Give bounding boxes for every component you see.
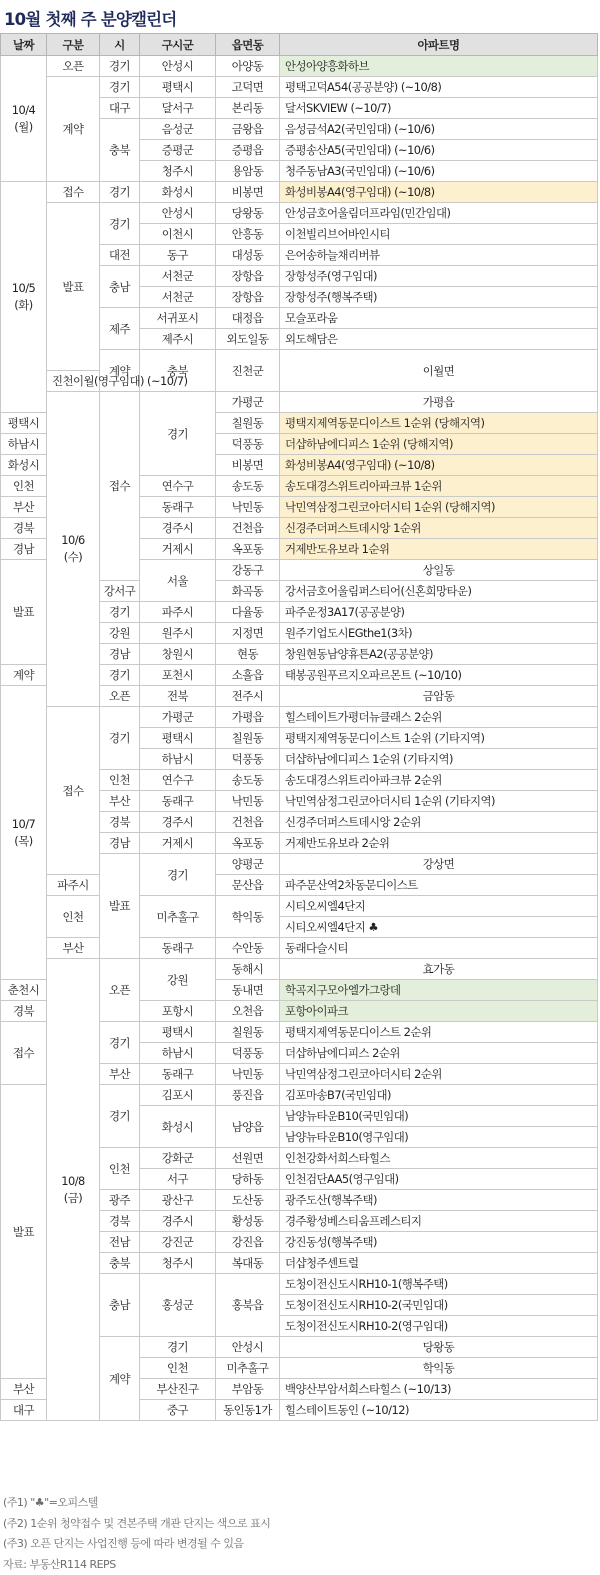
table-cell: 동구 xyxy=(140,245,216,266)
table-cell: 미추홀구 xyxy=(216,1358,280,1379)
apartment-name-cell: 거제반도유보라 1순위 xyxy=(280,539,598,560)
table-cell: 부산 xyxy=(1,1379,47,1400)
apartment-name-cell: 강진동성(행복주택) xyxy=(280,1232,598,1253)
table-cell: 당왕동 xyxy=(216,203,280,224)
table-cell: 경주시 xyxy=(140,518,216,539)
header-city: 구시군 xyxy=(140,34,216,56)
table-cell: 충남 xyxy=(100,1274,140,1337)
table-cell: 거제시 xyxy=(140,539,216,560)
table-cell: 고덕면 xyxy=(216,77,280,98)
table-cell: 낙민동 xyxy=(216,1064,280,1085)
table-cell: 가평군 xyxy=(216,392,280,413)
apartment-name-cell: 광주도산(행복주택) xyxy=(280,1190,598,1211)
table-cell: 인천 xyxy=(100,770,140,791)
table-cell: 경기 xyxy=(100,203,140,245)
apartment-name-cell: 창원현동남양휴튼A2(공공분양) xyxy=(280,644,598,665)
table-cell: 전주시 xyxy=(216,686,280,707)
table-cell: 덕풍동 xyxy=(216,1043,280,1064)
apartment-name-cell: 장항성주(영구임대) xyxy=(280,266,598,287)
table-cell: 강진군 xyxy=(140,1232,216,1253)
table-cell: 인천 xyxy=(140,1358,216,1379)
apartment-name-cell: 낙민역삼정그린코아더시티 1순위 (기타지역) xyxy=(280,791,598,812)
table-cell: 금왕읍 xyxy=(216,119,280,140)
table-cell: 안성시 xyxy=(140,56,216,77)
footnote-2: (주2) 1순위 청약접수 및 견본주택 개관 단지는 색으로 표시 xyxy=(3,1514,270,1535)
table-cell: 계약 xyxy=(47,77,100,182)
table-cell: 접수 xyxy=(47,182,100,203)
table-header-row xyxy=(1,34,598,56)
table-cell: 경기 xyxy=(100,182,140,203)
table-cell: 경기 xyxy=(100,1085,140,1148)
table-cell: 화성시 xyxy=(140,1106,216,1148)
table-row xyxy=(1,896,598,917)
table-cell: 경주시 xyxy=(140,812,216,833)
table-cell: 인천 xyxy=(100,1148,140,1190)
table-row xyxy=(1,959,598,980)
table-cell: 동래구 xyxy=(140,497,216,518)
apartment-name-cell: 인천검단AA5(영구임대) xyxy=(280,1169,598,1190)
table-cell: 서구 xyxy=(140,1169,216,1190)
apartment-name-cell: 남양뉴타운B10(국민임대) xyxy=(280,1106,598,1127)
table-cell: 경기 xyxy=(100,707,140,770)
subscription-calendar-table xyxy=(0,33,598,1421)
table-cell: 경북 xyxy=(100,812,140,833)
date-cell: 10/5 (화) xyxy=(1,182,47,413)
table-cell: 소흘읍 xyxy=(216,665,280,686)
table-cell: 충북 xyxy=(140,350,216,392)
table-cell: 옥포동 xyxy=(216,539,280,560)
table-cell: 충북 xyxy=(100,119,140,182)
table-cell: 대구 xyxy=(1,1400,47,1421)
apartment-name-cell: 외도해담은 xyxy=(280,329,598,350)
table-cell: 동해시 xyxy=(216,959,280,980)
table-cell: 동내면 xyxy=(216,980,280,1001)
table-cell: 부산 xyxy=(47,938,100,959)
header-type: 구분 xyxy=(47,34,100,56)
table-cell: 충남 xyxy=(100,266,140,308)
table-cell: 대정읍 xyxy=(216,308,280,329)
table-cell: 홍북읍 xyxy=(216,1274,280,1337)
table-cell: 달서구 xyxy=(140,98,216,119)
table-cell: 황성동 xyxy=(216,1211,280,1232)
table-cell: 발표 xyxy=(47,203,100,371)
table-cell: 거제시 xyxy=(140,833,216,854)
table-row xyxy=(1,875,598,896)
table-cell: 건천읍 xyxy=(216,518,280,539)
apartment-name-cell: 안성금호어울림더프라임(민간임대) xyxy=(280,203,598,224)
table-cell: 다율동 xyxy=(216,602,280,623)
apartment-name-cell: 포항아이파크 xyxy=(280,1001,598,1022)
table-cell: 경남 xyxy=(100,833,140,854)
table-cell: 하남시 xyxy=(140,749,216,770)
date-cell: 10/7 (목) xyxy=(1,686,47,980)
table-cell: 계약 xyxy=(1,665,47,686)
table-cell: 포항시 xyxy=(140,1001,216,1022)
table-cell: 미추홀구 xyxy=(140,896,216,938)
table-cell: 강서구 xyxy=(100,581,140,602)
table-cell: 선원면 xyxy=(216,1148,280,1169)
table-cell: 장항읍 xyxy=(216,287,280,308)
apartment-name-cell: 더샵청주센트럴 xyxy=(280,1253,598,1274)
apartment-name-cell: 더샵하남에디피스 1순위 (당해지역) xyxy=(280,434,598,455)
table-cell: 충북 xyxy=(100,1253,140,1274)
table-cell: 낙민동 xyxy=(216,497,280,518)
table-cell: 음성군 xyxy=(140,119,216,140)
table-cell: 복대동 xyxy=(216,1253,280,1274)
source-note: 자료: 부동산R114 REPS xyxy=(3,1555,270,1575)
table-row xyxy=(1,938,598,959)
apartment-name-cell: 강서금호어울림퍼스티어(신혼희망타운) xyxy=(280,581,598,602)
apartment-name-cell: 평택지제역동문디이스트 2순위 xyxy=(280,1022,598,1043)
table-cell: 증평군 xyxy=(140,140,216,161)
date-cell: 10/8 (금) xyxy=(47,959,100,1421)
table-cell: 경북 xyxy=(100,1211,140,1232)
table-cell: 서귀포시 xyxy=(140,308,216,329)
table-cell: 화성시 xyxy=(1,455,47,476)
date-cell: 10/4 (월) xyxy=(1,56,47,182)
header-town: 읍면동 xyxy=(216,34,280,56)
apartment-name-cell: 백양산부암서희스타힐스 (~10/13) xyxy=(280,1379,598,1400)
table-cell: 현동 xyxy=(216,644,280,665)
table-cell: 칠원동 xyxy=(216,1022,280,1043)
table-cell: 문산읍 xyxy=(216,875,280,896)
apartment-name-cell: 모슬포라움 xyxy=(280,308,598,329)
table-cell: 부산 xyxy=(1,497,47,518)
table-cell: 연수구 xyxy=(140,476,216,497)
table-cell: 풍진읍 xyxy=(216,1085,280,1106)
table-cell: 서울 xyxy=(140,560,216,602)
footnote-3: (주3) 오픈 단지는 사업진행 등에 따라 변경될 수 있음 xyxy=(3,1534,270,1555)
table-cell: 경주시 xyxy=(140,1211,216,1232)
table-cell: 동래구 xyxy=(140,791,216,812)
table-cell: 접수 xyxy=(1,1022,47,1085)
apartment-name-cell: 김포마송B7(국민임대) xyxy=(280,1085,598,1106)
table-cell: 발표 xyxy=(1,560,47,665)
table-cell: 낙민동 xyxy=(216,791,280,812)
table-cell: 경북 xyxy=(1,1001,47,1022)
apartment-name-cell: 거제반도유보라 2순위 xyxy=(280,833,598,854)
table-cell: 파주시 xyxy=(140,602,216,623)
footnote-1: (주1) "♣"=오피스텔 xyxy=(3,1493,270,1514)
apartment-name-cell: 은어송하늘채리버뷰 xyxy=(280,245,598,266)
table-row xyxy=(1,392,598,413)
table-cell: 수안동 xyxy=(216,938,280,959)
table-cell: 도산동 xyxy=(216,1190,280,1211)
apartment-name-cell: 시티오씨엘4단지 xyxy=(280,896,598,917)
table-cell: 화성시 xyxy=(140,182,216,203)
table-cell: 경기 xyxy=(140,392,216,476)
table-cell: 접수 xyxy=(47,707,100,875)
table-cell: 경기 xyxy=(100,77,140,98)
apartment-name-cell: 힐스테이트가평더뉴클래스 2순위 xyxy=(280,707,598,728)
table-cell: 강원 xyxy=(140,959,216,1001)
table-cell: 서천군 xyxy=(140,287,216,308)
table-cell: 광산구 xyxy=(140,1190,216,1211)
table-cell: 경남 xyxy=(1,539,47,560)
table-cell: 청주시 xyxy=(140,1253,216,1274)
table-cell: 남양읍 xyxy=(216,1106,280,1148)
table-cell: 당왕동 xyxy=(280,1337,598,1358)
table-cell: 하남시 xyxy=(1,434,47,455)
apartment-name-cell: 이천빌리브어바인시티 xyxy=(280,224,598,245)
header-apartment: 아파트명 xyxy=(280,34,598,56)
table-cell: 부산 xyxy=(100,791,140,812)
apartment-name-cell: 동래다슬시티 xyxy=(280,938,598,959)
table-cell: 칠원동 xyxy=(216,413,280,434)
table-cell: 평택시 xyxy=(140,728,216,749)
apartment-name-cell: 평택지제역동문디이스트 1순위 (기타지역) xyxy=(280,728,598,749)
table-cell: 진천군 xyxy=(216,350,280,392)
apartment-name-cell: 화성비봉A4(영구임대) (~10/8) xyxy=(280,182,598,203)
table-cell: 송도동 xyxy=(216,476,280,497)
table-cell: 옥포동 xyxy=(216,833,280,854)
apartment-name-cell: 증평송산A5(국민임대) (~10/6) xyxy=(280,140,598,161)
apartment-name-cell: 학곡지구모아엘가그랑데 xyxy=(280,980,598,1001)
table-cell: 계약 xyxy=(100,350,140,392)
table-cell: 가평읍 xyxy=(216,707,280,728)
table-cell: 경기 xyxy=(140,854,216,896)
table-cell: 덕풍동 xyxy=(216,434,280,455)
table-cell: 경북 xyxy=(1,518,47,539)
table-cell: 대전 xyxy=(100,245,140,266)
table-cell: 증평읍 xyxy=(216,140,280,161)
table-cell: 금암동 xyxy=(280,686,598,707)
table-cell: 발표 xyxy=(1,1085,47,1379)
table-cell: 아양동 xyxy=(216,56,280,77)
apartment-name-cell: 송도대경스위트리아파크뷰 1순위 xyxy=(280,476,598,497)
table-cell: 전남 xyxy=(100,1232,140,1253)
table-cell: 동인동1가 xyxy=(216,1400,280,1421)
table-cell: 연수구 xyxy=(140,770,216,791)
table-cell: 강상면 xyxy=(280,854,598,875)
table-cell: 효가동 xyxy=(280,959,598,980)
table-cell: 제주시 xyxy=(140,329,216,350)
apartment-name-cell: 진천이월(영구임대) (~10/7) xyxy=(47,371,100,392)
header-province: 시 xyxy=(100,34,140,56)
table-cell: 강원 xyxy=(100,623,140,644)
apartment-name-cell: 도청이전신도시RH10-2(영구임대) xyxy=(280,1316,598,1337)
table-cell: 강동구 xyxy=(216,560,280,581)
table-cell: 오픈 xyxy=(100,686,140,707)
apartment-name-cell: 시티오씨엘4단지 ♣ xyxy=(280,917,598,938)
table-cell: 외도일동 xyxy=(216,329,280,350)
table-cell: 이천시 xyxy=(140,224,216,245)
table-row xyxy=(1,203,598,224)
table-row xyxy=(1,182,598,203)
table-cell: 오픈 xyxy=(47,56,100,77)
table-cell: 서천군 xyxy=(140,266,216,287)
apartment-name-cell: 청주동남A3(국민임대) (~10/6) xyxy=(280,161,598,182)
table-cell: 장항읍 xyxy=(216,266,280,287)
table-cell: 동래구 xyxy=(140,1064,216,1085)
apartment-name-cell: 신경주더퍼스트데시앙 1순위 xyxy=(280,518,598,539)
date-cell: 10/6 (수) xyxy=(47,392,100,707)
table-cell: 평택시 xyxy=(140,1022,216,1043)
page-title: 10월 첫째 주 분양캘린더 xyxy=(4,6,176,30)
table-cell: 접수 xyxy=(100,392,140,581)
table-cell: 부산진구 xyxy=(140,1379,216,1400)
table-cell: 부산 xyxy=(100,1064,140,1085)
table-cell: 전북 xyxy=(140,686,216,707)
apartment-name-cell: 인천강화서희스타힐스 xyxy=(280,1148,598,1169)
apartment-name-cell: 더샵하남에디피스 2순위 xyxy=(280,1043,598,1064)
apartment-name-cell: 도청이전신도시RH10-2(국민임대) xyxy=(280,1295,598,1316)
table-cell: 평택시 xyxy=(1,413,47,434)
table-cell: 제주 xyxy=(100,308,140,350)
table-cell: 평택시 xyxy=(140,77,216,98)
table-cell: 하남시 xyxy=(140,1043,216,1064)
table-cell: 인천 xyxy=(47,896,100,938)
apartment-name-cell: 낙민역삼정그린코아더시티 2순위 xyxy=(280,1064,598,1085)
apartment-name-cell: 안성아양흥화하브 xyxy=(280,56,598,77)
table-cell: 파주시 xyxy=(47,875,100,896)
table-cell: 안성시 xyxy=(140,203,216,224)
apartment-name-cell: 음성금석A2(국민임대) (~10/6) xyxy=(280,119,598,140)
table-cell: 부암동 xyxy=(216,1379,280,1400)
table-cell: 이월면 xyxy=(280,350,598,392)
table-cell: 경기 xyxy=(100,665,140,686)
table-cell: 안흥동 xyxy=(216,224,280,245)
table-cell: 가평읍 xyxy=(280,392,598,413)
apartment-name-cell: 힐스테이트동인 (~10/12) xyxy=(280,1400,598,1421)
table-cell: 학익동 xyxy=(280,1358,598,1379)
apartment-name-cell: 남양뉴타운B10(영구임대) xyxy=(280,1127,598,1148)
footnotes xyxy=(3,1493,270,1575)
table-row xyxy=(1,707,598,728)
apartment-name-cell: 송도대경스위트리아파크뷰 2순위 xyxy=(280,770,598,791)
apartment-name-cell: 신경주더퍼스트데시앙 2순위 xyxy=(280,812,598,833)
apartment-name-cell: 달서SKVIEW (~10/7) xyxy=(280,98,598,119)
apartment-name-cell: 평택지제역동문디이스트 1순위 (당해지역) xyxy=(280,413,598,434)
table-cell: 대성동 xyxy=(216,245,280,266)
apartment-name-cell: 장항성주(행복주택) xyxy=(280,287,598,308)
table-cell: 화곡동 xyxy=(216,581,280,602)
table-cell: 송도동 xyxy=(216,770,280,791)
table-cell: 창원시 xyxy=(140,644,216,665)
apartment-name-cell: 평택고덕A54(공공분양) (~10/8) xyxy=(280,77,598,98)
table-cell: 인천 xyxy=(1,476,47,497)
table-cell: 계약 xyxy=(100,1337,140,1421)
table-cell: 안성시 xyxy=(216,1337,280,1358)
table-cell: 대구 xyxy=(100,98,140,119)
table-cell: 강화군 xyxy=(140,1148,216,1169)
table-cell: 경기 xyxy=(100,1022,140,1064)
apartment-name-cell: 화성비봉A4(영구임대) (~10/8) xyxy=(280,455,598,476)
table-cell: 경기 xyxy=(100,602,140,623)
apartment-name-cell: 원주기업도시EGthe1(3차) xyxy=(280,623,598,644)
table-cell: 춘천시 xyxy=(1,980,47,1001)
table-cell: 가평군 xyxy=(140,707,216,728)
apartment-name-cell: 파주문산역2차동문디이스트 xyxy=(280,875,598,896)
apartment-name-cell: 낙민역삼정그린코아더시티 1순위 (당해지역) xyxy=(280,497,598,518)
table-cell: 상일동 xyxy=(280,560,598,581)
table-cell: 비봉면 xyxy=(216,455,280,476)
table-cell: 강진읍 xyxy=(216,1232,280,1253)
table-row xyxy=(1,56,598,77)
table-row xyxy=(1,77,598,98)
table-cell: 건천읍 xyxy=(216,812,280,833)
table-cell: 포천시 xyxy=(140,665,216,686)
table-cell: 원주시 xyxy=(140,623,216,644)
table-cell: 경남 xyxy=(100,644,140,665)
table-cell: 지정면 xyxy=(216,623,280,644)
table-cell: 청주시 xyxy=(140,161,216,182)
table-cell: 광주 xyxy=(100,1190,140,1211)
table-cell: 경기 xyxy=(100,56,140,77)
table-cell: 홍성군 xyxy=(140,1274,216,1337)
table-cell: 본리동 xyxy=(216,98,280,119)
table-cell: 중구 xyxy=(140,1400,216,1421)
table-cell: 용암동 xyxy=(216,161,280,182)
table-cell: 동래구 xyxy=(140,938,216,959)
apartment-name-cell: 더샵하남에디피스 1순위 (기타지역) xyxy=(280,749,598,770)
table-cell: 양평군 xyxy=(216,854,280,875)
table-cell: 덕풍동 xyxy=(216,749,280,770)
table-cell: 경기 xyxy=(140,1337,216,1358)
table-cell: 오픈 xyxy=(100,959,140,1022)
table-cell: 발표 xyxy=(100,854,140,959)
apartment-name-cell: 태봉공원푸르지오파르몬트 (~10/10) xyxy=(280,665,598,686)
apartment-name-cell: 경주황성베스티움프레스티지 xyxy=(280,1211,598,1232)
apartment-name-cell: 파주운정3A17(공공분양) xyxy=(280,602,598,623)
table-cell: 학익동 xyxy=(216,896,280,938)
table-cell: 비봉면 xyxy=(216,182,280,203)
header-date: 날짜 xyxy=(1,34,47,56)
table-cell: 오천읍 xyxy=(216,1001,280,1022)
table-cell: 당하동 xyxy=(216,1169,280,1190)
apartment-name-cell: 도청이전신도시RH10-1(행복주택) xyxy=(280,1274,598,1295)
table-cell: 김포시 xyxy=(140,1085,216,1106)
table-cell: 칠원동 xyxy=(216,728,280,749)
